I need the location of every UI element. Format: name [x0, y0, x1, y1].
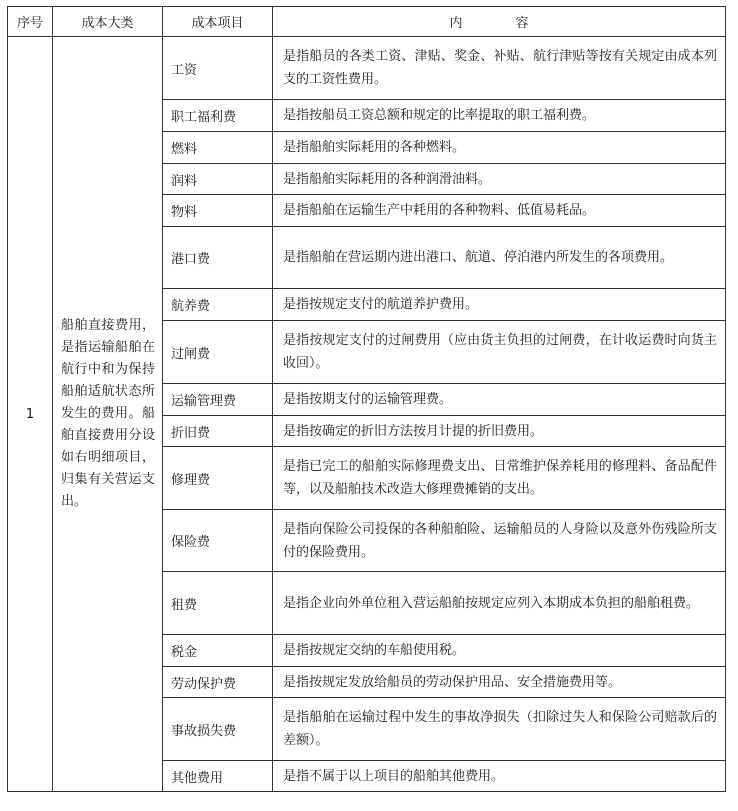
- cost-content: 是指按规定支付的过闸费用（应由货主负担的过闸费，在计收运费时向货主收回）。: [273, 321, 726, 384]
- cost-item: 劳动保护费: [163, 667, 273, 698]
- category-description: 船舶直接费用，是指运输船舶在航行中和为保持船舶适航状态所发生的费用。船舶直接费用分设如右明细项目，归集有关营运支出。: [53, 37, 163, 792]
- cost-content: 是指按规定发放给船员的劳动保护用品、安全措施费用等。: [273, 667, 726, 698]
- cost-item: 物料: [163, 195, 273, 227]
- cost-item: 润料: [163, 164, 273, 195]
- cost-content: 是指船舶实际耗用的各种润滑油料。: [273, 164, 726, 195]
- row-number: 1: [8, 37, 53, 792]
- cost-content: 是指向保险公司投保的各种船舶险、运输船员的人身险以及意外伤残险所支付的保险费用。: [273, 510, 726, 572]
- cost-item: 过闸费: [163, 321, 273, 384]
- cost-content: 是指按期支付的运输管理费。: [273, 384, 726, 416]
- cost-content: 是指不属于以上项目的船舶其他费用。: [273, 761, 726, 792]
- cost-item: 其他费用: [163, 761, 273, 792]
- table-row: [8, 37, 726, 100]
- cost-item: 工资: [163, 37, 273, 100]
- header-category: 成本大类: [53, 7, 163, 37]
- header-no: 序号: [8, 7, 53, 37]
- cost-item: 折旧费: [163, 416, 273, 447]
- cost-item: 事故损失费: [163, 698, 273, 761]
- header-item: 成本项目: [163, 7, 273, 37]
- cost-item: 航养费: [163, 289, 273, 321]
- cost-table: [7, 6, 726, 792]
- cost-item: 港口费: [163, 227, 273, 289]
- cost-content: 是指船舶在运输生产中耗用的各种物料、低值易耗品。: [273, 195, 726, 227]
- cost-item: 运输管理费: [163, 384, 273, 416]
- cost-item: 修理费: [163, 447, 273, 510]
- cost-content: 是指按规定支付的航道养护费用。: [273, 289, 726, 321]
- cost-content: 是指按确定的折旧方法按月计提的折旧费用。: [273, 416, 726, 447]
- cost-content: 是指船员的各类工资、津贴、奖金、补贴、航行津贴等按有关规定由成本列支的工资性费用。: [273, 37, 726, 100]
- cost-content: 是指按规定交纳的车船使用税。: [273, 635, 726, 667]
- cost-item: 税金: [163, 635, 273, 667]
- cost-content: 是指船舶实际耗用的各种燃料。: [273, 132, 726, 164]
- cost-item: 燃料: [163, 132, 273, 164]
- header-content: 内 容: [273, 7, 726, 37]
- cost-content: 是指船舶在营运期内进出港口、航道、停泊港内所发生的各项费用。: [273, 227, 726, 289]
- table-header-row: [8, 7, 726, 37]
- cost-content: 是指按船员工资总额和规定的比率提取的职工福利费。: [273, 100, 726, 132]
- cost-item: 职工福利费: [163, 100, 273, 132]
- cost-content: 是指船舶在运输过程中发生的事故净损失（扣除过失人和保险公司赔款后的差额）。: [273, 698, 726, 761]
- cost-content: 是指已完工的船舶实际修理费支出、日常维护保养耗用的修理料、备品配件等，以及船舶技术改造大修理费摊销的支出。: [273, 447, 726, 510]
- cost-content: 是指企业向外单位租入营运船舶按规定应列入本期成本负担的船舶租费。: [273, 572, 726, 635]
- cost-item: 保险费: [163, 510, 273, 572]
- cost-item: 租费: [163, 572, 273, 635]
